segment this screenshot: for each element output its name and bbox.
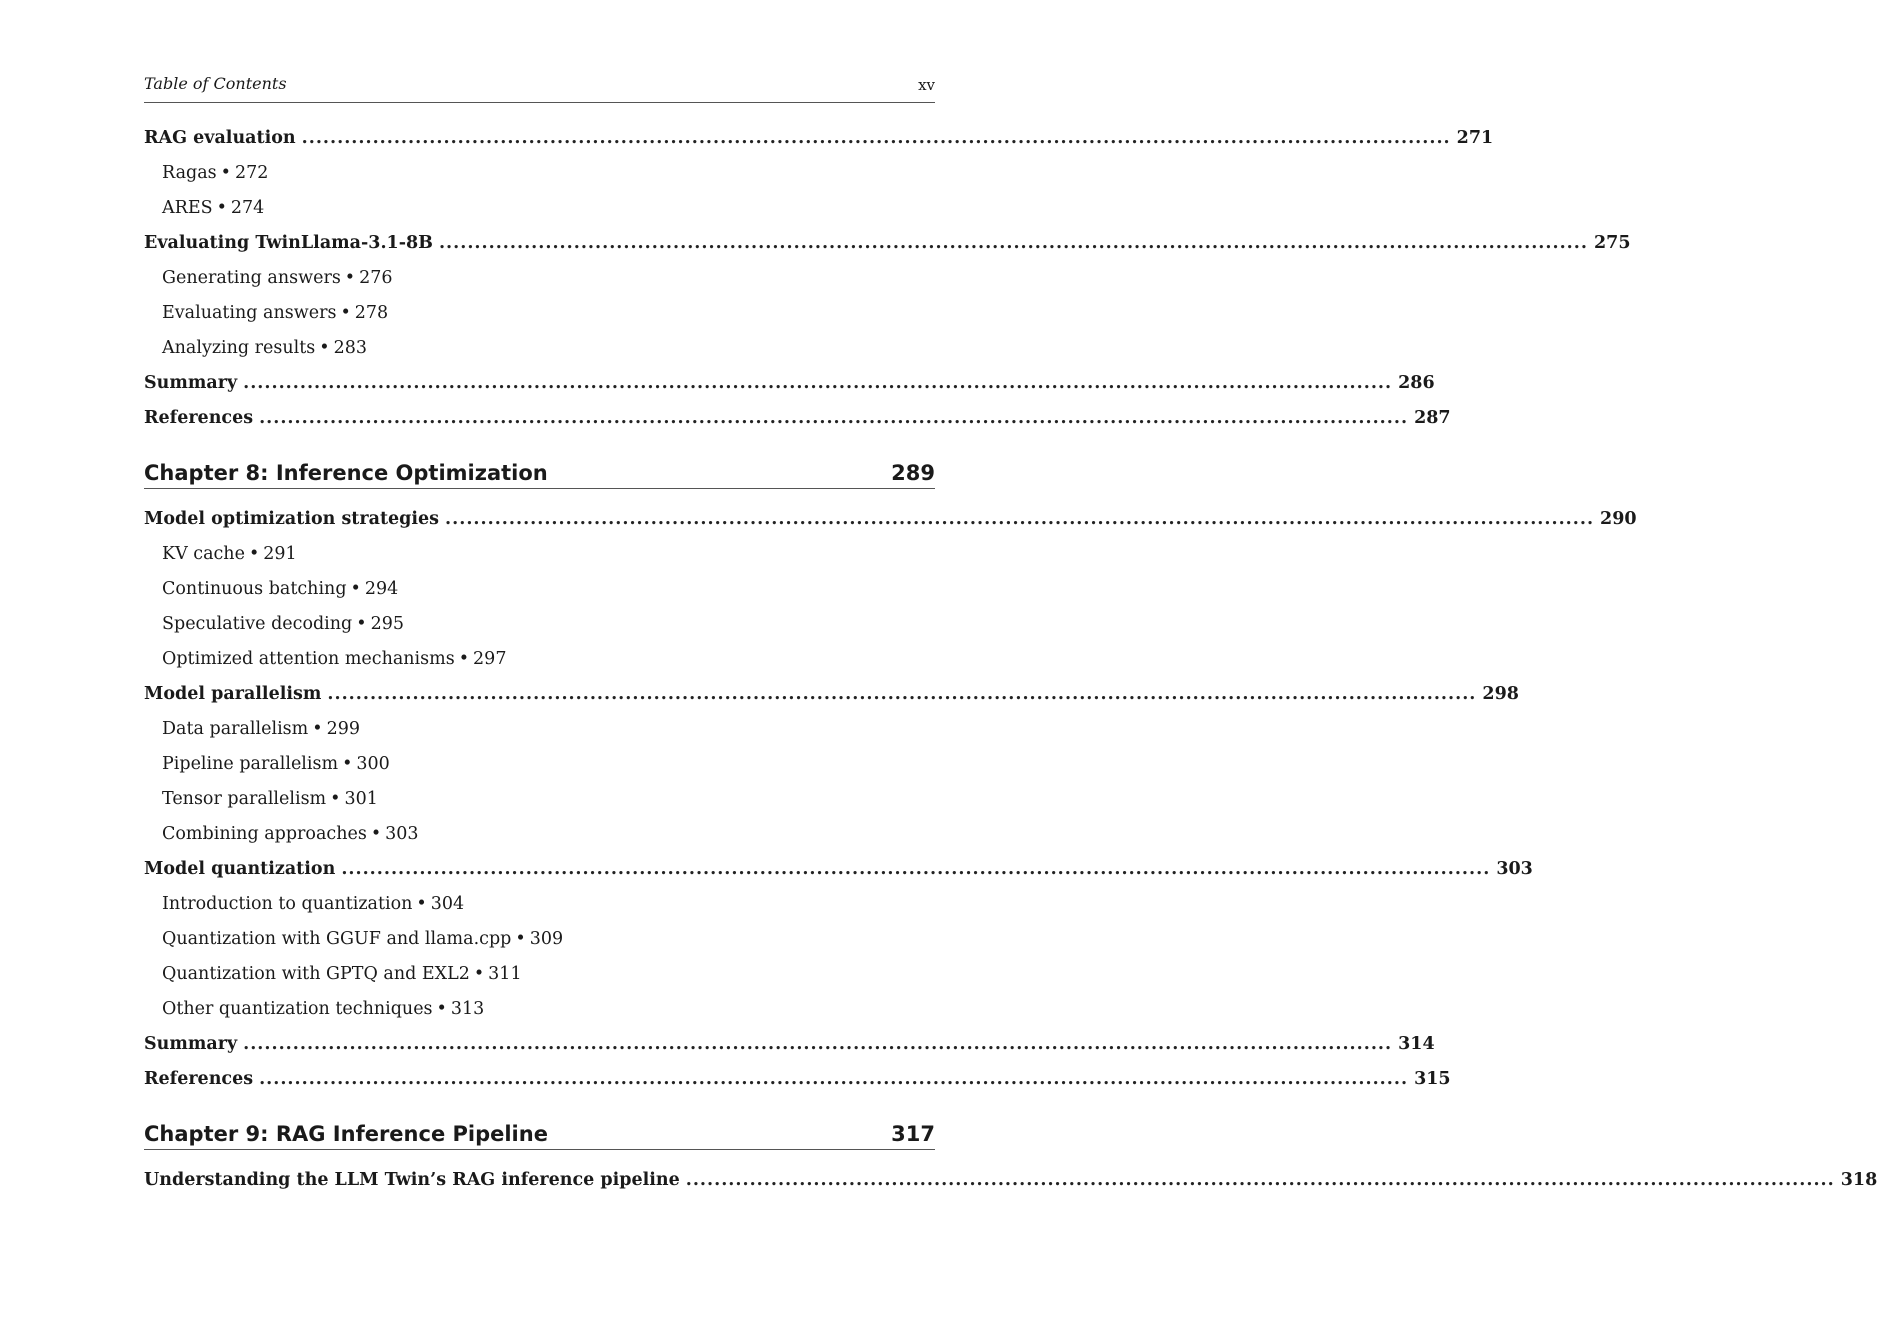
toc-sub-entry[interactable] bbox=[144, 782, 935, 817]
dot-leader: .................................................................................................................................................................. bbox=[259, 1069, 1409, 1089]
sub-entry-title: Combining approaches bbox=[162, 824, 367, 844]
sub-entry-title: Ragas bbox=[162, 163, 217, 183]
sub-entry-page-number: 283 bbox=[333, 338, 367, 358]
running-head-title: Table of Contents bbox=[144, 74, 287, 93]
section-entry-title: Model parallelism bbox=[144, 684, 322, 704]
toc-sub-entry[interactable] bbox=[144, 747, 935, 782]
bullet-separator: • bbox=[436, 999, 447, 1019]
toc-sub-entry[interactable] bbox=[144, 261, 935, 296]
toc-sub-entry[interactable] bbox=[144, 642, 935, 677]
sub-entry-title: Pipeline parallelism bbox=[162, 754, 339, 774]
sub-entry-page-number: 294 bbox=[364, 579, 399, 599]
section-entry-title: Model optimization strategies bbox=[144, 509, 440, 529]
section-entry-page-number: 287 bbox=[1414, 408, 1451, 428]
section-entry-title: Summary bbox=[144, 373, 238, 393]
toc-section-entry[interactable] bbox=[144, 852, 1533, 887]
dot-leader: .................................................................................................................................................................. bbox=[685, 1170, 1835, 1190]
bullet-separator: • bbox=[220, 163, 231, 183]
bullet-separator: • bbox=[473, 964, 485, 984]
sub-entry-title: ARES bbox=[162, 198, 213, 218]
sub-entry-page-number: 272 bbox=[234, 163, 269, 183]
sub-entry-title: Speculative decoding bbox=[162, 614, 353, 634]
chapter-title: Chapter 9: RAG Inference Pipeline bbox=[144, 1122, 548, 1146]
bullet-separator: • bbox=[344, 268, 356, 288]
section-entry-title: RAG evaluation bbox=[144, 128, 296, 148]
section-entry-title: Evaluating TwinLlama-3.1-8B bbox=[144, 233, 433, 253]
toc-section-entry[interactable] bbox=[144, 226, 1631, 261]
toc-section-chapter-7-tail bbox=[144, 121, 1631, 436]
section-entry-title: Summary bbox=[144, 1034, 238, 1054]
dot-leader: .................................................................................................................................................................. bbox=[259, 408, 1409, 428]
toc-sub-entry[interactable] bbox=[144, 957, 935, 992]
bullet-separator: • bbox=[356, 614, 367, 634]
bullet-separator: • bbox=[248, 544, 260, 564]
running-head bbox=[144, 74, 935, 103]
toc-sub-entry[interactable] bbox=[144, 817, 935, 852]
bullet-separator: • bbox=[416, 894, 427, 914]
section-entry-page-number: 314 bbox=[1398, 1034, 1435, 1054]
sub-entry-title: Tensor parallelism bbox=[162, 789, 327, 809]
toc-sub-entry[interactable] bbox=[144, 712, 935, 747]
section-entry-page-number: 290 bbox=[1600, 509, 1637, 529]
dot-leader: .................................................................................................................................................................. bbox=[243, 373, 1393, 393]
toc-section-entry[interactable] bbox=[144, 1027, 1435, 1062]
chapter-heading-8[interactable] bbox=[144, 448, 935, 489]
toc-sub-entry[interactable] bbox=[144, 887, 935, 922]
sub-entry-page-number: 276 bbox=[359, 268, 393, 288]
sub-entry-title: Generating answers bbox=[162, 268, 341, 288]
sub-entry-page-number: 291 bbox=[263, 544, 297, 564]
section-entry-title: Understanding the LLM Twin’s RAG inference pipeline bbox=[144, 1170, 680, 1190]
chapter-page-number: 317 bbox=[891, 1122, 935, 1146]
sub-entry-page-number: 299 bbox=[326, 719, 360, 739]
toc-section-entry[interactable] bbox=[144, 1062, 1451, 1097]
section-entry-page-number: 303 bbox=[1496, 859, 1533, 879]
sub-entry-page-number: 297 bbox=[473, 649, 507, 669]
bullet-separator: • bbox=[515, 929, 526, 949]
toc-sub-entry[interactable] bbox=[144, 296, 935, 331]
dot-leader: .................................................................................................................................................................. bbox=[445, 509, 1595, 529]
sub-entry-page-number: 304 bbox=[430, 894, 465, 914]
section-entry-page-number: 298 bbox=[1482, 684, 1519, 704]
chapter-title: Chapter 8: Inference Optimization bbox=[144, 461, 548, 485]
toc-sub-entry[interactable] bbox=[144, 607, 935, 642]
section-entry-page-number: 315 bbox=[1414, 1069, 1451, 1089]
toc-section-entry[interactable] bbox=[144, 121, 1494, 156]
bullet-separator: • bbox=[216, 198, 227, 218]
toc-section-entry[interactable] bbox=[144, 401, 1451, 436]
sub-entry-title: Evaluating answers bbox=[162, 303, 337, 323]
sub-entry-title: Continuous batching bbox=[162, 579, 347, 599]
toc-sub-entry[interactable] bbox=[144, 572, 935, 607]
toc-sub-entry[interactable] bbox=[144, 331, 935, 366]
bullet-separator: • bbox=[350, 579, 361, 599]
running-head-page-number: xv bbox=[918, 76, 935, 94]
toc-sub-entry[interactable] bbox=[144, 537, 935, 572]
dot-leader: .................................................................................................................................................................. bbox=[438, 233, 1588, 253]
sub-entry-title: Optimized attention mechanisms bbox=[162, 649, 455, 669]
sub-entry-title: Other quantization techniques bbox=[162, 999, 433, 1019]
sub-entry-page-number: 278 bbox=[354, 303, 389, 323]
sub-entry-title: Data parallelism bbox=[162, 719, 309, 739]
sub-entry-page-number: 274 bbox=[230, 198, 265, 218]
toc-sub-entry[interactable] bbox=[144, 156, 935, 191]
toc-section-entry[interactable] bbox=[144, 502, 1637, 537]
section-entry-title: References bbox=[144, 1069, 254, 1089]
chapter-heading-9[interactable] bbox=[144, 1109, 935, 1150]
sub-entry-title: Introduction to quantization bbox=[162, 894, 413, 914]
bullet-separator: • bbox=[319, 338, 330, 358]
sub-entry-title: Quantization with GPTQ and EXL2 bbox=[162, 964, 470, 984]
toc-sub-entry[interactable] bbox=[144, 992, 935, 1027]
section-entry-page-number: 271 bbox=[1456, 128, 1494, 148]
sub-entry-title: Analyzing results bbox=[162, 338, 316, 358]
sub-entry-page-number: 300 bbox=[356, 754, 390, 774]
sub-entry-page-number: 311 bbox=[488, 964, 522, 984]
section-entry-page-number: 286 bbox=[1398, 373, 1435, 393]
section-entry-title: Model quantization bbox=[144, 859, 336, 879]
dot-leader: .................................................................................................................................................................. bbox=[243, 1034, 1393, 1054]
sub-entry-page-number: 303 bbox=[385, 824, 419, 844]
bullet-separator: • bbox=[342, 754, 353, 774]
bullet-separator: • bbox=[312, 719, 323, 739]
chapter-page-number: 289 bbox=[891, 461, 935, 485]
toc-section-entry[interactable] bbox=[144, 677, 1519, 712]
bullet-separator: • bbox=[370, 824, 382, 844]
bullet-separator: • bbox=[330, 789, 341, 809]
sub-entry-page-number: 295 bbox=[370, 614, 404, 634]
sub-entry-page-number: 301 bbox=[344, 789, 378, 809]
toc-sub-entry[interactable] bbox=[144, 922, 935, 957]
sub-entry-title: KV cache bbox=[162, 544, 245, 564]
toc-section-chapter-9 bbox=[144, 1163, 1877, 1198]
section-entry-page-number: 318 bbox=[1840, 1170, 1877, 1190]
dot-leader: .................................................................................................................................................................. bbox=[327, 684, 1477, 704]
section-entry-title: References bbox=[144, 408, 254, 428]
toc-section-entry[interactable] bbox=[144, 366, 1435, 401]
section-entry-page-number: 275 bbox=[1593, 233, 1631, 253]
sub-entry-page-number: 313 bbox=[450, 999, 485, 1019]
sub-entry-page-number: 309 bbox=[529, 929, 564, 949]
toc-section-chapter-8 bbox=[144, 502, 1637, 1097]
toc-sub-entry[interactable] bbox=[144, 191, 935, 226]
bullet-separator: • bbox=[458, 649, 470, 669]
sub-entry-title: Quantization with GGUF and llama.cpp bbox=[162, 929, 512, 949]
dot-leader: .................................................................................................................................................................. bbox=[301, 128, 1451, 148]
dot-leader: .................................................................................................................................................................. bbox=[341, 859, 1491, 879]
bullet-separator: • bbox=[340, 303, 351, 323]
toc-section-entry[interactable] bbox=[144, 1163, 1877, 1198]
